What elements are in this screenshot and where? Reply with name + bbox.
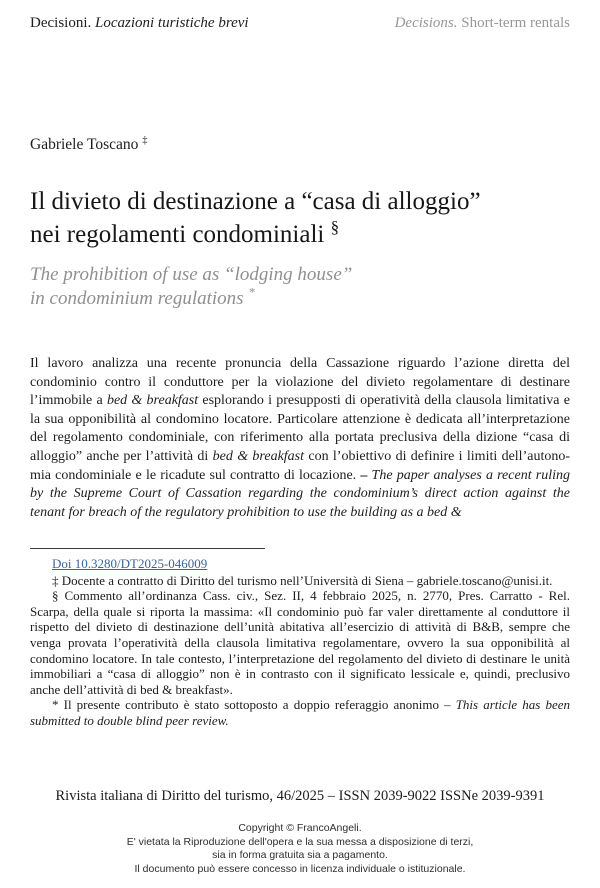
- article-title: [30, 185, 580, 251]
- subtitle-footnote-mark: *: [248, 284, 255, 300]
- running-head-left-italic: Locazioni turistiche brevi: [95, 15, 249, 31]
- doi-line: [30, 556, 570, 572]
- footnote-separator-rule: [30, 548, 265, 549]
- author-footnote-mark: ‡: [142, 134, 148, 146]
- doi-link[interactable]: Doi 10.3280/DT2025-046009: [52, 556, 208, 571]
- article-subtitle-line2: in condominium regulations: [30, 288, 244, 309]
- footnote-peer-review: * Il presente contributo è stato sottoposto a doppio referaggio anonimo – This article has been submitted to double blind peer review.: [30, 697, 571, 728]
- footer-line-free-or-paid: sia in forma gratuita sia a pagamento.: [212, 849, 388, 861]
- author-name: Gabriele Toscano: [30, 136, 139, 153]
- footer-line-copyright: Copyright © FrancoAngeli.: [238, 822, 362, 834]
- copyright-footer: [0, 822, 600, 876]
- running-head-right-italic: Decisions.: [394, 15, 462, 31]
- running-head: [30, 15, 570, 32]
- footnote-area: [30, 548, 570, 729]
- author-line: [30, 136, 570, 154]
- running-head-right: [395, 15, 570, 32]
- footer-line-license: Il documento può essere concesso in licenza individuale o istituzionale.: [134, 862, 466, 875]
- running-head-left: [30, 15, 249, 32]
- article-subtitle-line1: The prohibition of use as “lodging house”: [30, 264, 353, 285]
- footnote-case-comment: § Commento all’ordinanza Cass. civ., Sez. II, 4 febbraio 2025, n. 2770, Pres. Carratto - Rel. Scarpa, della quale si riporta la massima: «Il condominio può far valer direttamente al conduttore il rispetto del divieto di destinazione dell’unità abitativa all’esercizio di attività di B&B, sempre che venga provata l’operatività della clausola limitativa regolamentare, ovvero la sua opponibilità al condomino locatore. In tale contesto, l’interpretazione del regolamento del divieto di destinare le unità immobiliari a “casa di alloggio” non è in contrasto con il significato lessicale e, quindi, preclusivo anche dell’attività di bed & breakfast».: [30, 588, 570, 697]
- title-footnote-mark: §: [330, 217, 340, 237]
- article-title-line2: nei regolamenti condominiali: [30, 221, 325, 248]
- journal-issn-line: Rivista italiana di Diritto del turismo, 46/2025 – ISSN 2039-9022 ISSNe 2039-9391: [55, 788, 545, 804]
- abstract-paragraph: Il lavoro analizza una recente pronuncia della Cassazione riguardo l’azione diretta del condominio contro il conduttore per la violazione del divieto regolamentare di destinare l’immobile a bed & breakfast esplorando i presupposti di operatività della clausola limitativa e la sua opponibilità al condomino locatore. Particolare attenzione è dedicata all’interpretazione del regolamento condominiale, con riferimento alla portata preclusiva della dizione “casa di alloggio” anche per l’attività di bed & breakfast con l’obiettivo di definire i limiti dell’autonomia condominiale e le ricadute sul contratto di locazione. – The paper analyses a recent ruling by the Supreme Court of Cassation regarding the condominium’s direct action against the tenant for breach of the regulatory prohibition to use the building as a bed &: [30, 356, 571, 520]
- footer-line-prohibition: E' vietata la Riproduzione dell'opera e la sua messa a disposizione di terzi,: [126, 835, 474, 848]
- article-title-line1: Il divieto di destinazione a “casa di alloggio”: [30, 188, 481, 215]
- running-head-left-roman: Decisioni.: [30, 15, 95, 31]
- article-subtitle-english: [30, 263, 570, 311]
- running-head-right-roman: Short-term rentals: [461, 15, 570, 31]
- footnote-affiliation: ‡ Docente a contratto di Diritto del turismo nell’Università di Siena – gabriele.toscano@unisi.it.: [52, 572, 553, 588]
